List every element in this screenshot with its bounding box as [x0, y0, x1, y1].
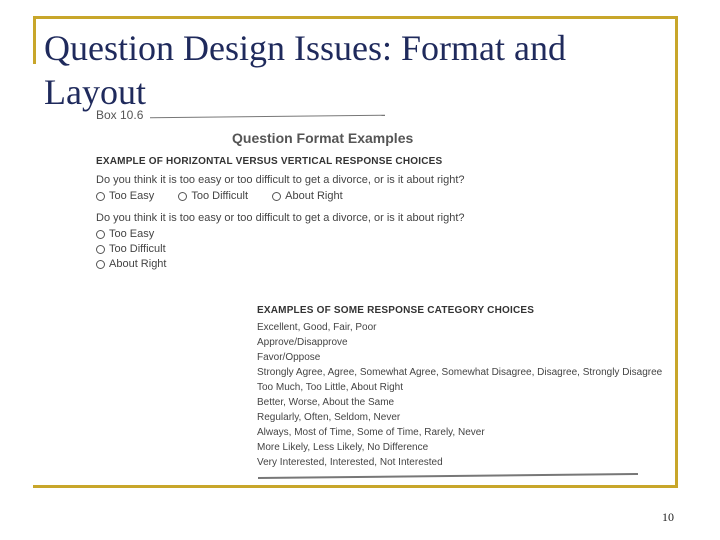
radio-icon [96, 245, 105, 254]
radio-icon [272, 192, 281, 201]
scan-top-rule [150, 115, 385, 118]
option-label: About Right [285, 190, 343, 202]
category-item: Strongly Agree, Agree, Somewhat Agree, Somewhat Disagree, Disagree, Strongly Disagree [257, 367, 663, 378]
option-label: About Right [109, 258, 167, 270]
frame-top-rule [33, 16, 678, 19]
slide-title: Question Design Issues: Format and Layout [44, 28, 566, 112]
category-item: Better, Worse, About the Same [257, 397, 395, 408]
horizontal-option-row [96, 190, 343, 202]
category-item: Excellent, Good, Fair, Poor [257, 322, 377, 333]
radio-icon [96, 230, 105, 239]
option-label: Too Difficult [109, 243, 166, 255]
option-label: Too Difficult [191, 190, 249, 202]
category-item: Very Interested, Interested, Not Interested [257, 457, 443, 468]
category-item: Favor/Oppose [257, 352, 321, 363]
vertical-option [96, 243, 166, 255]
vertical-option [96, 258, 166, 270]
question-text: Do you think it is too easy or too difficult to get a divorce, or is it about right? [96, 174, 465, 186]
category-item: Approve/Disapprove [257, 337, 348, 348]
option-label: Too Easy [109, 190, 155, 202]
horizontal-vertical-heading: EXAMPLE OF HORIZONTAL VERSUS VERTICAL RESPONSE CHOICES [96, 156, 443, 167]
frame-left-rule [33, 16, 36, 64]
radio-icon [96, 260, 105, 269]
question-text: Do you think it is too easy or too difficult to get a divorce, or is it about right? [96, 212, 465, 224]
frame-right-rule [675, 16, 678, 486]
category-item: Regularly, Often, Seldom, Never [257, 412, 401, 423]
scan-heading: Question Format Examples [232, 130, 414, 146]
radio-icon [178, 192, 187, 201]
option-label: Too Easy [109, 228, 155, 240]
scanned-box-image [90, 100, 663, 485]
vertical-option [96, 228, 154, 240]
category-heading: EXAMPLES OF SOME RESPONSE CATEGORY CHOICES [257, 305, 535, 316]
scan-bottom-rule [258, 473, 638, 479]
category-item: Always, Most of Time, Some of Time, Rarely, Never [257, 427, 485, 438]
category-item: Too Much, Too Little, About Right [257, 382, 404, 393]
frame-bottom-rule [33, 485, 678, 488]
radio-icon [96, 192, 105, 201]
category-item: More Likely, Less Likely, No Difference [257, 442, 429, 453]
box-tag: Box 10.6 [96, 108, 144, 122]
page-number: 10 [662, 510, 674, 524]
